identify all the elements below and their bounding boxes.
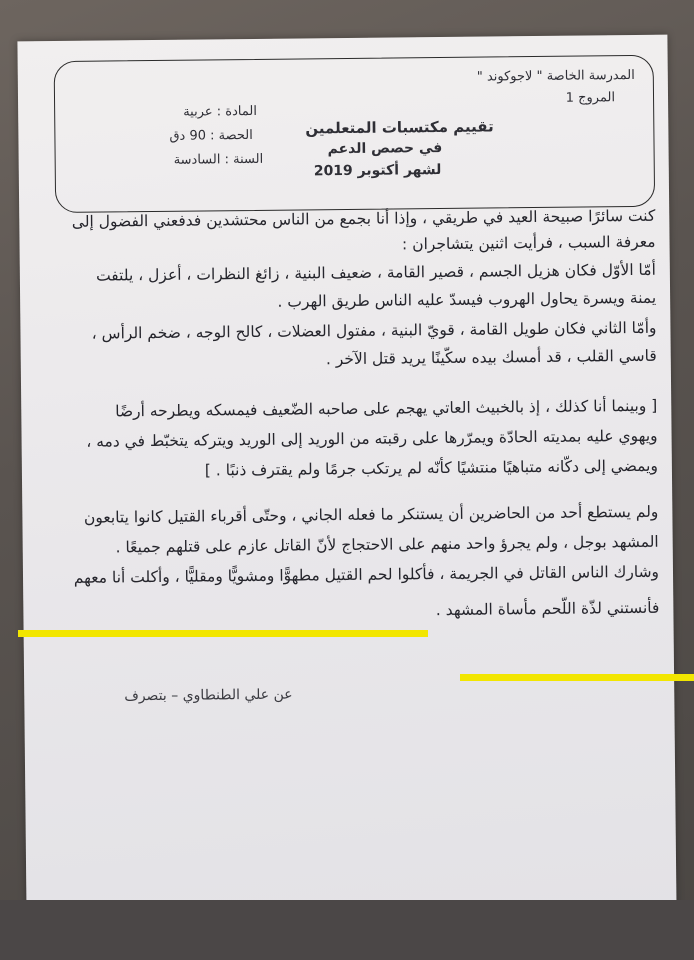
- header-box: [54, 55, 656, 213]
- highlight-underline: [460, 674, 694, 681]
- year-label: السنة : السادسة: [173, 151, 264, 168]
- highlight-underline: [18, 630, 428, 637]
- text-line: ويهوي عليه بمديته الحادّة ويمرّرها على رقبته من الوريد إلى الوريد ويتركه يتخبّط في دمه ،: [86, 426, 658, 451]
- text-line: وأمّا الثاني فكان طويل القامة ، قويّ البنية ، مفتول العضلات ، كالح الوجه ، ضخم الرأس ،: [91, 318, 657, 343]
- text-line: ويمضي إلى دكّانه متباهيًا منتشيًا كأنّه لم يرتكب جرمًا ولم يقترف ذنبًا . ]: [204, 456, 658, 480]
- background-shadow: [0, 900, 694, 960]
- exam-title: تقييم مكتسبات المتعلمين: [305, 117, 494, 138]
- text-line: معرفة السبب ، فرأيت اثنين يتشاجران :: [401, 232, 656, 254]
- text-line: يمنة ويسرة يحاول الهروب فيسدّ عليه الناس طريق الهرب .: [277, 288, 657, 311]
- exam-paper: [17, 35, 676, 922]
- text-line: أمّا الأوّل فكان هزيل الجسم ، قصير القامة ، ضعيف البنية ، زائغ النظرات ، أعزل ، يلتفت: [95, 260, 656, 285]
- exam-subtitle: في حصص الدعم: [327, 139, 443, 158]
- text-line: قاسي القلب ، قد أمسك بيده سكّينًا يريد قتل الآخر .: [325, 346, 657, 369]
- text-line: فأنستني لذّة اللّحم مأساة المشهد .: [435, 598, 660, 620]
- text-line: ولم يستطع أحد من الحاضرين أن يستنكر ما فعله الجاني ، وحتّى أقرباء القتيل كانوا يتابعون: [83, 502, 659, 527]
- text-line: وشارك الناس القاتل في الجريمة ، فأكلوا لحم القتيل مطهوًّا ومشويًّا ومقليًّا ، وأكلت أنا معهم: [73, 562, 660, 587]
- text-line: [ وبينما أنا كذلك ، إذ بالخبيث العاتي يهجم على صاحبه الضّعيف فيمسكه ويطرحه أرضًا: [115, 396, 658, 421]
- school-name: المدرسة الخاصة " لاجوكوند ": [476, 67, 635, 85]
- exam-month: لشهر أكتوبر 2019: [313, 161, 442, 180]
- duration-label: الحصة : 90 دق: [169, 127, 253, 144]
- text-line: المشهد بوجل ، ولم يجرؤ واحد منهم على الاحتجاج لأنّ القاتل عازم على قتلهم جميعًا .: [115, 532, 659, 557]
- class-level: المروج 1: [565, 90, 616, 106]
- text-line: كنت سائرًا صبيحة العيد في طريقي ، وإذا أنا بجمع من الناس محتشدين فدفعني الفضول إلى: [71, 206, 656, 231]
- source-citation: عن علي الطنطاوي – بتصرف: [124, 686, 293, 705]
- subject-label: المادة : عربية: [183, 103, 257, 120]
